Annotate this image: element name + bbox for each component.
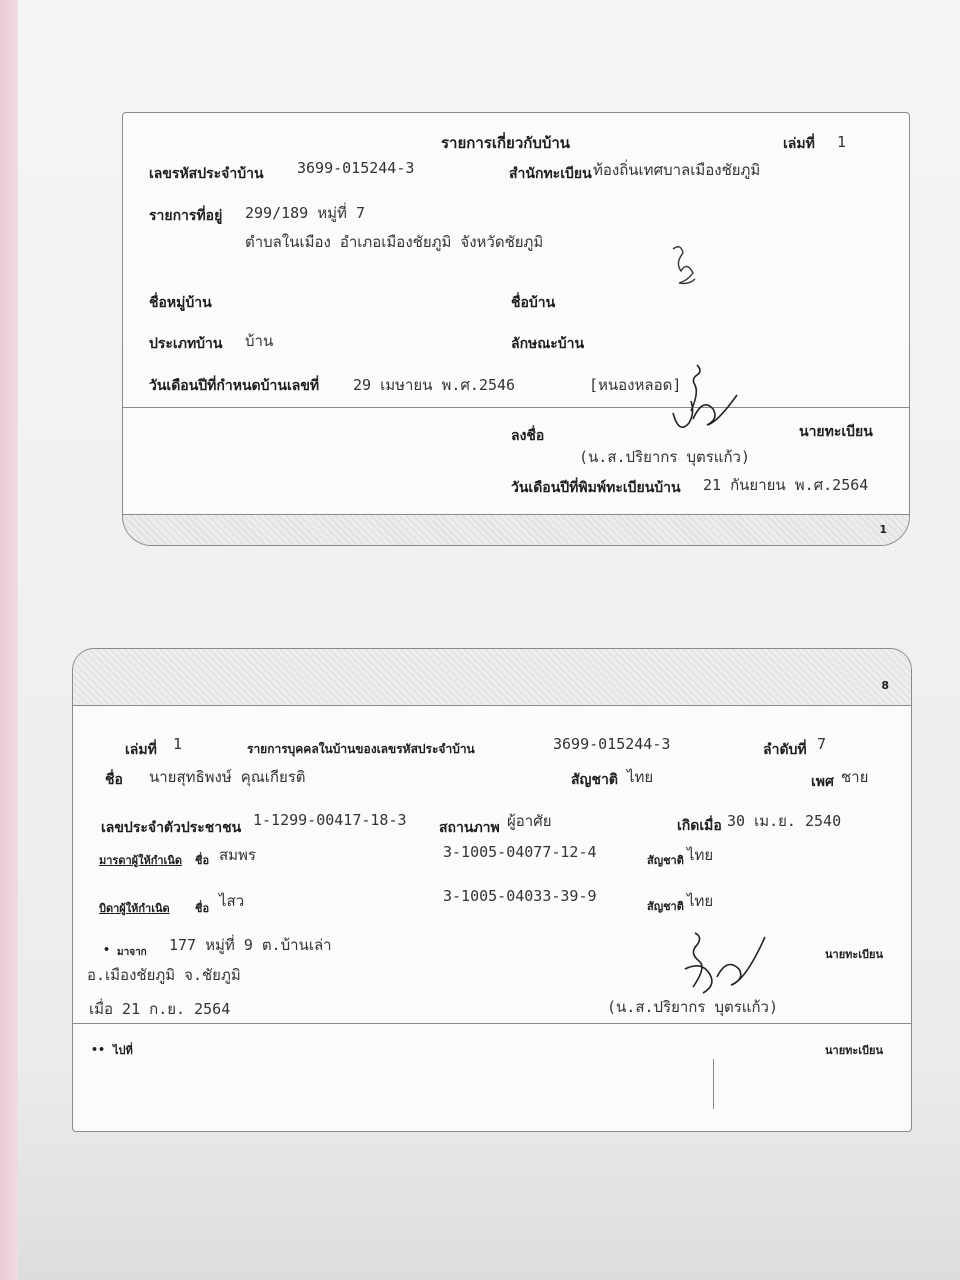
printed-date-label: วันเดือนปีที่พิมพ์ทะเบียนบ้าน [511,480,681,496]
mother-nationality-label: สัญชาติ [647,854,684,867]
assigned-date-label: วันเดือนปีที่กำหนดบ้านเลขที่ [149,378,320,394]
house-record-card [122,112,910,546]
background-edge [0,0,18,1280]
from-bullet: • [103,943,111,956]
mother-name: สมพร [219,846,256,864]
mother-name-label: ชื่อ [195,854,210,867]
address-line-1: 299/189 หมู่ที่ 7 [245,204,365,222]
registrar-signature [677,927,787,1007]
house-code-label: เลขรหัสประจำบ้าน [149,166,264,182]
card-footer-band [123,514,909,545]
person-name: นายสุทธิพงษ์ คุณเกียรติ [149,768,306,786]
house-type-label: ประเภทบ้าน [149,336,223,352]
father-name-label: ชื่อ [195,902,210,915]
mother-nationality: ไทย [687,846,714,864]
order-label: ลำดับที่ [763,742,807,758]
registrar-title-2: นายทะเบียน [825,1044,884,1057]
address-label: รายการที่อยู่ [149,208,223,224]
registrar-signature [663,363,753,443]
nationality-label: สัญชาติ [571,772,618,788]
father-id: 3-1005-04033-39-9 [443,887,597,905]
father-nationality-label: สัญชาติ [647,900,684,913]
book-label: เล่มที่ [783,136,815,152]
divider [123,407,909,408]
assigned-date: 29 เมษายน พ.ศ.2546 [353,376,516,394]
initials-mark [663,241,703,291]
registrar-name: (น.ส.ปริยากร บุตรแก้ว) [579,448,750,466]
from-line-1: 177 หมู่ที่ 9 ต.บ้านเล่า [169,936,332,954]
mother-id: 3-1005-04077-12-4 [443,843,597,861]
from-line-3: เมื่อ 21 ก.ย. 2564 [89,1000,231,1018]
resident-status: ผู้อาศัย [507,812,552,830]
name-label: ชื่อ [105,772,123,788]
father-nationality: ไทย [687,892,714,910]
house-title: รายการเกี่ยวกับบ้าน [441,134,571,152]
sex: ชาย [841,768,869,786]
order-number: 7 [817,735,827,753]
book-number: 1 [837,133,847,151]
village-label: ชื่อหมู่บ้าน [149,295,212,311]
to-label: ไปที่ [113,1044,133,1057]
born-label: เกิดเมื่อ [677,818,722,834]
house-name-label: ชื่อบ้าน [511,295,556,311]
nationality: ไทย [627,768,654,786]
from-label: มาจาก [117,947,147,958]
house-code: 3699-015244-3 [553,735,671,753]
father-name: ไสว [219,892,245,910]
from-line-2: อ.เมืองชัยภูมิ จ.ชัยภูมิ [87,966,241,984]
sex-label: เพศ [811,774,834,790]
address-line-2: ตำบลในเมือง อำเภอเมืองชัยภูมิ จังหวัดชัยภูมิ [245,233,544,251]
vertical-mark [713,1059,714,1109]
printed-date: 21 กันยายน พ.ศ.2564 [703,476,869,494]
page-number: 8 [881,679,889,692]
registry-office: ท้องถิ่นเทศบาลเมืองชัยภูมิ [593,161,761,179]
father-label: บิดาผู้ให้กำเนิด [99,902,170,915]
citizen-id-label: เลขประจำตัวประชาชน [101,820,242,836]
citizen-id: 1-1299-00417-18-3 [253,811,407,829]
registry-office-label: สำนักทะเบียน [509,166,592,182]
registrar-title: นายทะเบียน [825,948,884,961]
card-header-band [73,649,911,706]
person-record-card [72,648,912,1132]
assigned-note: [หนองหลอด] [589,376,682,394]
house-character-label: ลักษณะบ้าน [511,336,585,352]
sign-label: ลงชื่อ [511,428,545,444]
page-number: 1 [879,523,887,536]
registrar-title: นายทะเบียน [799,424,873,440]
status-label: สถานภาพ [439,820,500,836]
birth-date: 30 เม.ย. 2540 [727,812,842,830]
house-type: บ้าน [245,332,274,350]
registrar-name: (น.ส.ปริยากร บุตรแก้ว) [607,998,778,1016]
mother-label: มารดาผู้ให้กำเนิด [99,854,182,867]
divider [73,1023,911,1024]
book-number: 1 [173,735,183,753]
to-bullet: •• [91,1043,106,1056]
person-header-label: รายการบุคคลในบ้านของเลขรหัสประจำบ้าน [247,742,475,756]
house-code: 3699-015244-3 [297,159,415,177]
book-label: เล่มที่ [125,742,157,758]
